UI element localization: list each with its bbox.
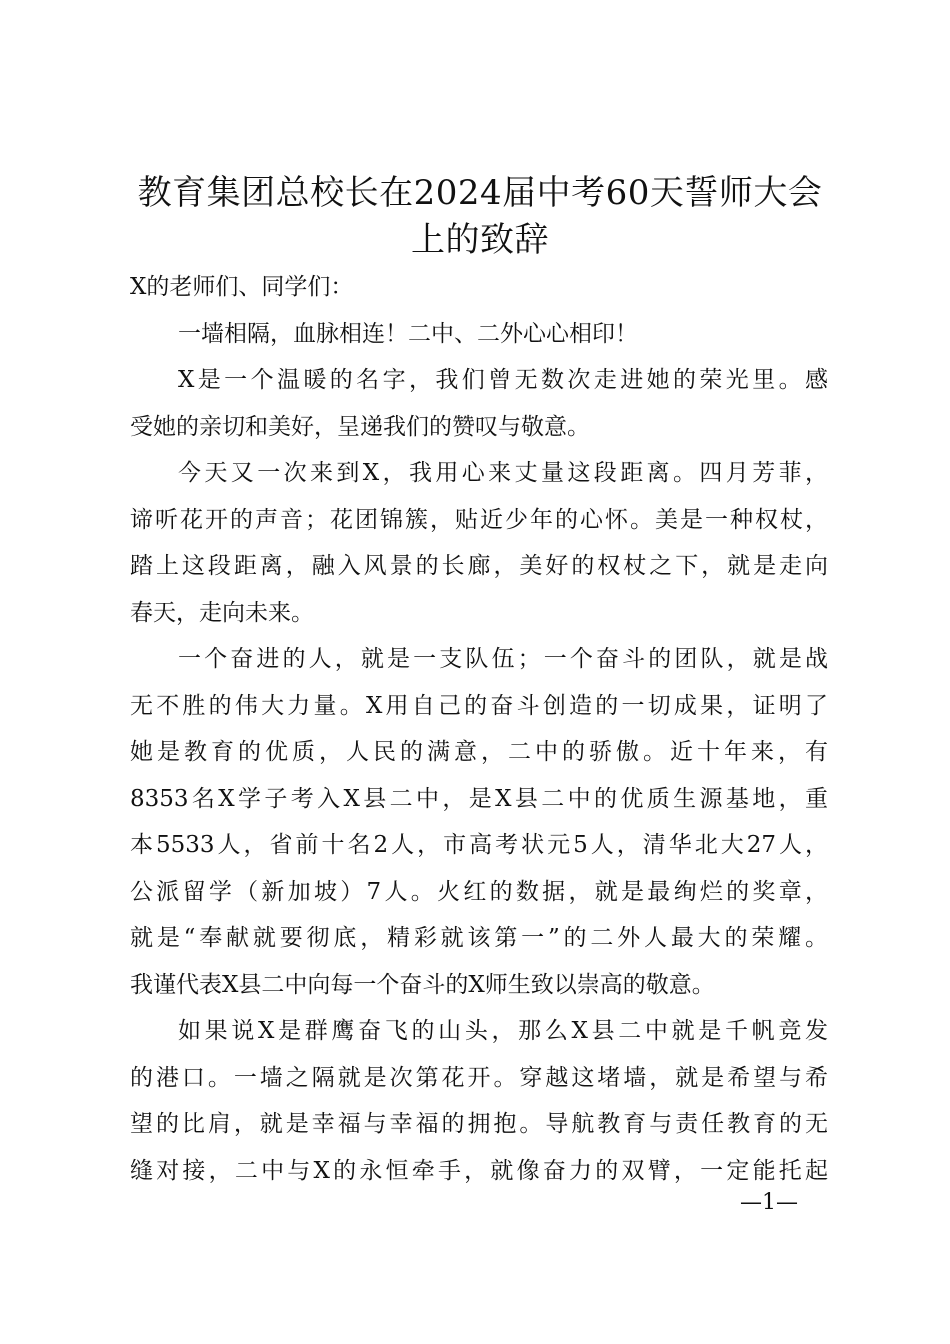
paragraph-line: 她是教育的优质，人民的满意，二中的骄傲。近十年来，有 xyxy=(130,739,828,765)
document-title xyxy=(120,170,840,264)
paragraph-line: 我谨代表X县二中向每一个奋斗的X师生致以崇高的敬意。 xyxy=(130,971,715,998)
paragraph-line: 无不胜的伟大力量。X用自己的奋斗创造的一切成果，证明了 xyxy=(130,692,828,719)
paragraph-line: X是一个温暖的名字，我们曾无数次走进她的荣光里。感 xyxy=(178,367,828,393)
greeting: X的老师们、同学们： xyxy=(130,274,354,300)
paragraph-line: 如果说X是群鹰奋飞的山头，那么X县二中就是千帆竞发 xyxy=(178,1018,828,1044)
paragraph-line: 一墙相隔，血脉相连！二中、二外心心相印！ xyxy=(178,320,638,347)
paragraph-line: 本5533人，省前十名2人，市高考状元5人，清华北大27人， xyxy=(130,832,828,858)
paragraph-line: 的港口。一墙之隔就是次第花开。穿越这堵墙，就是希望与希 xyxy=(130,1064,828,1091)
document-body xyxy=(130,264,828,1194)
paragraph-line: 望的比肩，就是幸福与幸福的拥抱。导航教育与责任教育的无 xyxy=(130,1111,828,1137)
paragraph-line: 公派留学（新加坡）7人。火红的数据，就是最绚烂的奖章， xyxy=(130,878,828,905)
page-number: —1— xyxy=(740,1190,798,1215)
title-line: 教育集团总校长在2024届中考60天誓师大会 xyxy=(137,173,823,213)
paragraph-line: 缝对接，二中与X的永恒牵手，就像奋力的双臂，一定能托起 xyxy=(130,1157,828,1184)
title-line: 上的致辞 xyxy=(411,220,549,260)
paragraph-line: 就是“奉献就要彻底，精彩就该第一”的二外人最大的荣耀。 xyxy=(130,925,828,951)
paragraph-line: 今天又一次来到X，我用心来丈量这段距离。四月芳菲， xyxy=(178,460,828,486)
paragraph-line: 一个奋进的人，就是一支队伍；一个奋斗的团队，就是战 xyxy=(178,646,828,672)
paragraph-line: 谛听花开的声音；花团锦簇，贴近少年的心怀。美是一种权杖， xyxy=(130,506,828,533)
paragraph-line: 春天，走向未来。 xyxy=(130,599,314,626)
paragraph-line: 受她的亲切和美好，呈递我们的赞叹与敬意。 xyxy=(130,413,590,440)
paragraph-line: 踏上这段距离，融入风景的长廊，美好的权杖之下，就是走向 xyxy=(130,553,828,579)
paragraph-line: 8353名X学子考入X县二中，是X县二中的优质生源基地，重 xyxy=(130,785,828,812)
